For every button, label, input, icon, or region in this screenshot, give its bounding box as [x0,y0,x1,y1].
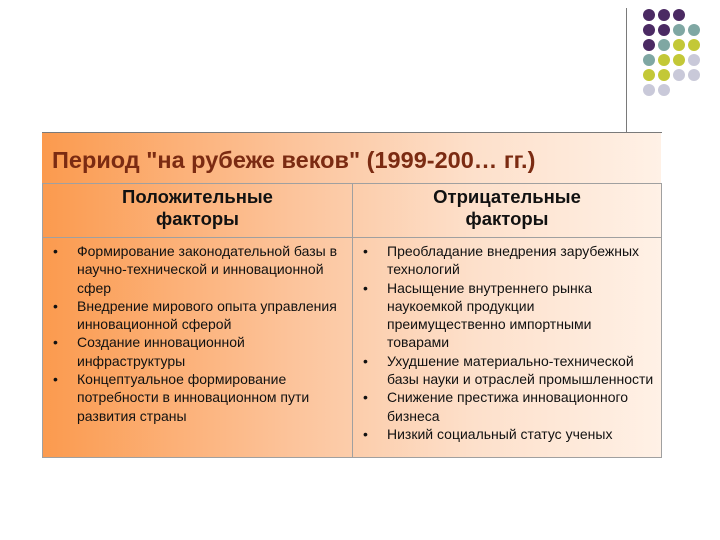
negative-factors-cell [353,238,662,458]
decorative-dot-grid [643,9,720,119]
list-item: • Внедрение мирового опыта управления инновационной сферой [51,297,346,334]
list-item: • Концептуальное формирование потребности в инновационном пути развития страны [51,370,346,425]
slide-content [42,133,661,458]
decorative-dot [643,39,655,51]
decorative-dot [673,9,685,21]
negative-header-text: Отрицательные факторы [433,186,581,229]
decorative-dot [688,24,700,36]
slide-title: Период "на рубеже веков" (1999-200… гг.) [52,147,536,173]
decorative-dot [643,84,655,96]
decorative-dot [643,69,655,81]
decorative-dot [673,24,685,36]
decorative-dot [658,84,670,96]
list-item: • Насыщение внутреннего рынка наукоемкой продукции преимущественно импортными товарами [361,279,655,352]
decorative-dot [673,54,685,66]
table-header-row [43,184,662,238]
positive-factors-list [51,242,346,425]
decorative-dot [643,24,655,36]
decorative-dot [658,54,670,66]
negative-factors-header [353,184,662,238]
decorative-dot [658,39,670,51]
decorative-dot [688,69,700,81]
decorative-dot [673,69,685,81]
negative-factors-list [361,242,655,443]
positive-factors-header [43,184,353,238]
decorative-dot [688,54,700,66]
list-item: • Низкий социальный статус ученых [361,425,655,443]
list-item: • Формирование законодательной базы в научно-технической и инновационной сфер [51,242,346,297]
decorative-dot [673,39,685,51]
list-item: • Создание инновационной инфраструктуры [51,333,346,370]
table-body-row [43,238,662,458]
decorative-dot [688,39,700,51]
positive-factors-cell [43,238,353,458]
decorative-vertical-line [626,8,627,132]
list-item: • Снижение престижа инновационного бизнеса [361,388,655,425]
decorative-dot [643,9,655,21]
decorative-dot [658,9,670,21]
list-item: • Преобладание внедрения зарубежных технологий [361,242,655,279]
factors-table [42,183,662,458]
positive-header-text: Положительные факторы [122,186,273,229]
decorative-dot [658,24,670,36]
list-item: • Ухудшение материально-технической базы науки и отраслей промышленности [361,352,655,389]
decorative-dot [658,69,670,81]
decorative-dot [643,54,655,66]
